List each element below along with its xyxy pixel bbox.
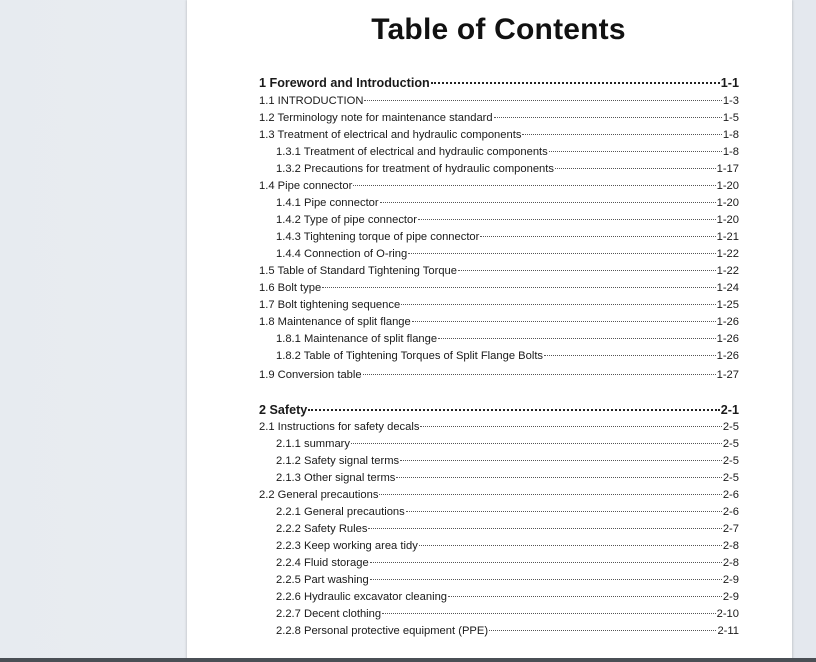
toc-dot-leader bbox=[380, 202, 716, 203]
toc-entry-page: 1-17 bbox=[716, 163, 739, 175]
toc-dot-leader bbox=[396, 477, 721, 478]
toc-entry-label: 2.2.2 Safety Rules bbox=[276, 523, 368, 535]
toc-entry-label: 1.1 INTRODUCTION bbox=[259, 95, 364, 107]
toc-entry-label: 1.8.1 Maintenance of split flange bbox=[276, 333, 438, 345]
toc-entry-label: 1.4.1 Pipe connector bbox=[276, 197, 379, 209]
toc-entry-label: 1.8.2 Table of Tightening Torques of Split Flange Bolts bbox=[276, 350, 544, 362]
toc-entry-page: 1-5 bbox=[722, 112, 739, 124]
toc-entry-label: 1.3.2 Precautions for treatment of hydraulic components bbox=[276, 163, 554, 175]
toc-entry-label: 2.1.3 Other signal terms bbox=[276, 472, 396, 484]
toc-dot-leader bbox=[438, 338, 716, 339]
viewer-bottom-bar bbox=[0, 658, 816, 662]
toc-entry[interactable] bbox=[259, 95, 739, 108]
toc-entry-page: 1-8 bbox=[722, 129, 739, 141]
toc-dot-leader bbox=[370, 562, 722, 563]
toc-entry[interactable] bbox=[259, 146, 739, 159]
toc-entry[interactable] bbox=[259, 197, 739, 210]
toc-dot-leader bbox=[431, 82, 720, 84]
toc-entry[interactable] bbox=[259, 248, 739, 261]
toc-dot-leader bbox=[448, 596, 722, 597]
toc-entry-page: 1-20 bbox=[716, 180, 739, 192]
toc-entry-label: 1.9 Conversion table bbox=[259, 369, 362, 381]
toc-entry-label: 2.2.7 Decent clothing bbox=[276, 608, 382, 620]
toc-entry[interactable] bbox=[259, 316, 739, 329]
toc-entry[interactable] bbox=[259, 129, 739, 142]
toc-entry-page: 1-22 bbox=[716, 265, 739, 277]
toc-entry-page: 1-3 bbox=[722, 95, 739, 107]
toc-entry[interactable] bbox=[259, 282, 739, 295]
toc-entry-page: 1-24 bbox=[716, 282, 739, 294]
toc-dot-leader bbox=[351, 443, 722, 444]
toc-entry-page: 2-5 bbox=[722, 438, 739, 450]
toc-entry-label: 2.1 Instructions for safety decals bbox=[259, 421, 420, 433]
toc-dot-leader bbox=[368, 528, 721, 529]
toc-dot-leader bbox=[420, 426, 721, 427]
toc-entry[interactable] bbox=[259, 180, 739, 193]
toc-entry-page: 1-22 bbox=[716, 248, 739, 260]
toc-entry-label: 2.2.4 Fluid storage bbox=[276, 557, 369, 569]
toc-entry[interactable] bbox=[259, 265, 739, 278]
toc-entry[interactable] bbox=[259, 369, 739, 382]
toc-entry-label: 2.1.1 summary bbox=[276, 438, 350, 450]
toc-dot-leader bbox=[549, 151, 722, 152]
toc-entry-page: 1-25 bbox=[716, 299, 739, 311]
toc-dot-leader bbox=[555, 168, 716, 169]
toc-entry-label: 2.1.2 Safety signal terms bbox=[276, 455, 400, 467]
toc-entry-page: 2-5 bbox=[722, 421, 739, 433]
toc-entry-label: 1.4.4 Connection of O-ring bbox=[276, 248, 408, 260]
toc-entry-page: 2-6 bbox=[722, 489, 739, 501]
toc-entry[interactable] bbox=[259, 333, 739, 346]
toc-entry-label: 1.4.2 Type of pipe connector bbox=[276, 214, 417, 226]
toc-entry[interactable] bbox=[259, 540, 739, 553]
toc-entry-label: 1.8 Maintenance of split flange bbox=[259, 316, 411, 328]
toc-dot-leader bbox=[489, 630, 716, 631]
toc-dot-leader bbox=[382, 613, 715, 614]
toc-dot-leader bbox=[408, 253, 715, 254]
toc-entry-page: 2-1 bbox=[720, 403, 739, 417]
toc-entry-label: 2.2.6 Hydraulic excavator cleaning bbox=[276, 591, 448, 603]
toc-entry-label: 2.2.3 Keep working area tidy bbox=[276, 540, 418, 552]
toc-entry[interactable] bbox=[259, 523, 739, 536]
toc-entry-label: 2.2.8 Personal protective equipment (PPE) bbox=[276, 625, 489, 637]
toc-entry[interactable] bbox=[259, 472, 739, 485]
toc-entry-label: 1.5 Table of Standard Tightening Torque bbox=[259, 265, 458, 277]
toc-entry-page: 1-26 bbox=[716, 350, 739, 362]
toc-entry[interactable] bbox=[259, 231, 739, 244]
toc-entry-page: 1-1 bbox=[720, 76, 739, 90]
toc-entry-page: 1-26 bbox=[716, 316, 739, 328]
toc-entry-page: 2-5 bbox=[722, 455, 739, 467]
toc-entry[interactable] bbox=[259, 608, 739, 621]
toc-dot-leader bbox=[322, 287, 715, 288]
toc-dot-leader bbox=[419, 545, 722, 546]
toc-dot-leader bbox=[400, 460, 722, 461]
toc-dot-leader bbox=[544, 355, 716, 356]
toc-dot-leader bbox=[308, 409, 719, 411]
toc-entry[interactable] bbox=[259, 591, 739, 604]
toc-entry-page: 2-7 bbox=[722, 523, 739, 535]
toc-entry[interactable] bbox=[259, 350, 739, 363]
toc-dot-leader bbox=[522, 134, 721, 135]
toc-entry[interactable] bbox=[259, 112, 739, 125]
toc-entry-label: 1.7 Bolt tightening sequence bbox=[259, 299, 401, 311]
toc-entry-label: 2.2.1 General precautions bbox=[276, 506, 405, 518]
toc-entry-label: 1.6 Bolt type bbox=[259, 282, 322, 294]
viewer-background-right bbox=[792, 0, 816, 662]
toc-entry-page: 2-8 bbox=[722, 557, 739, 569]
toc-dot-leader bbox=[370, 579, 722, 580]
toc-entry[interactable] bbox=[259, 574, 739, 587]
toc-entry-page: 1-26 bbox=[716, 333, 739, 345]
page-title: Table of Contents bbox=[371, 13, 626, 46]
toc-entry-label: 1.2 Terminology note for maintenance standard bbox=[259, 112, 493, 124]
toc-dot-leader bbox=[353, 185, 715, 186]
toc-entry-page: 1-8 bbox=[722, 146, 739, 158]
toc-entry-label: 1 Foreword and Introduction bbox=[259, 76, 430, 90]
document-page bbox=[187, 0, 792, 662]
toc-entry[interactable] bbox=[259, 557, 739, 570]
toc-dot-leader bbox=[458, 270, 716, 271]
toc-dot-leader bbox=[412, 321, 716, 322]
toc-entry-label: 2 Safety bbox=[259, 403, 308, 417]
toc-chapter-entry[interactable] bbox=[259, 76, 739, 91]
toc-entry-page: 1-20 bbox=[716, 197, 739, 209]
toc-dot-leader bbox=[418, 219, 716, 220]
toc-entry-page: 2-8 bbox=[722, 540, 739, 552]
toc-entry-label: 1.3.1 Treatment of electrical and hydraulic components bbox=[276, 146, 548, 158]
toc-dot-leader bbox=[480, 236, 715, 237]
toc-entry-page: 1-21 bbox=[716, 231, 739, 243]
toc-entry[interactable] bbox=[259, 299, 739, 312]
toc-entry-page: 2-9 bbox=[722, 591, 739, 603]
toc-entry-label: 1.4.3 Tightening torque of pipe connector bbox=[276, 231, 480, 243]
toc-chapter-entry[interactable] bbox=[259, 403, 739, 418]
toc-entry-page: 2-10 bbox=[716, 608, 739, 620]
toc-entry[interactable] bbox=[259, 489, 739, 502]
toc-entry[interactable] bbox=[259, 625, 739, 638]
toc-entry-page: 1-20 bbox=[716, 214, 739, 226]
toc-entry-page: 2-5 bbox=[722, 472, 739, 484]
toc-entry-page: 2-11 bbox=[717, 625, 739, 637]
toc-entry[interactable] bbox=[259, 438, 739, 451]
toc-entry[interactable] bbox=[259, 163, 739, 176]
toc-dot-leader bbox=[364, 100, 721, 101]
toc-entry-label: 1.4 Pipe connector bbox=[259, 180, 353, 192]
toc-entry-label: 1.3 Treatment of electrical and hydraulic components bbox=[259, 129, 522, 141]
toc-dot-leader bbox=[406, 511, 722, 512]
toc-entry-label: 2.2 General precautions bbox=[259, 489, 379, 501]
toc-entry[interactable] bbox=[259, 455, 739, 468]
toc-dot-leader bbox=[363, 374, 716, 375]
toc-dot-leader bbox=[494, 117, 722, 118]
toc-dot-leader bbox=[379, 494, 721, 495]
toc-entry[interactable] bbox=[259, 421, 739, 434]
toc-entry[interactable] bbox=[259, 214, 739, 227]
toc-entry-label: 2.2.5 Part washing bbox=[276, 574, 369, 586]
toc-dot-leader bbox=[401, 304, 715, 305]
toc-entry-page: 2-6 bbox=[722, 506, 739, 518]
toc-entry[interactable] bbox=[259, 506, 739, 519]
toc-entry-page: 1-27 bbox=[716, 369, 739, 381]
toc-entry-page: 2-9 bbox=[722, 574, 739, 586]
